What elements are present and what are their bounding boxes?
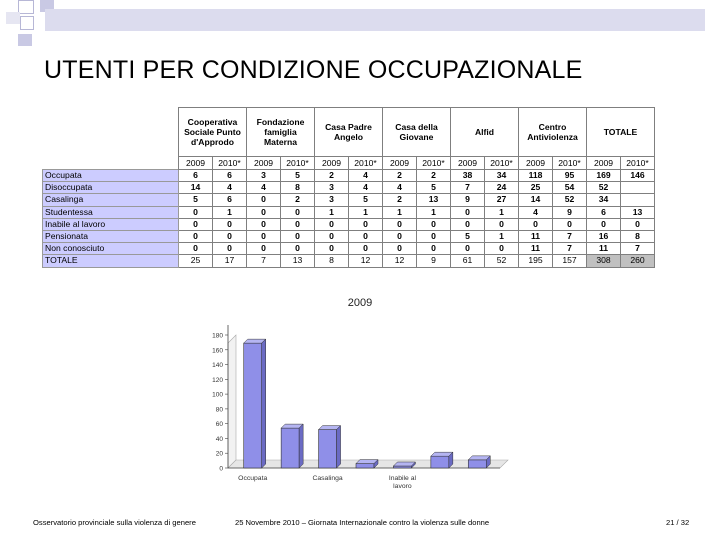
table-cell: 1 — [349, 206, 383, 218]
x-tick-label: Inabile al — [388, 475, 417, 482]
table-cell: 13 — [417, 194, 451, 206]
table-cell: 0 — [451, 243, 485, 255]
year-header: 2009 — [451, 157, 485, 170]
table-cell: 12 — [349, 255, 383, 267]
table-row — [43, 182, 655, 194]
x-tick-label: Casalinga — [312, 475, 343, 482]
table-cell: 1 — [485, 230, 519, 242]
footer-center: 25 Novembre 2010 – Giornata Internazionale contro la violenza sulle donne — [235, 518, 490, 527]
table-cell: 0 — [485, 243, 519, 255]
table-cell: 0 — [315, 218, 349, 230]
table-cell: 308 — [587, 255, 621, 267]
table-cell: 1 — [213, 206, 247, 218]
bar — [468, 460, 486, 468]
table-cell: 5 — [417, 182, 451, 194]
table-cell: 38 — [451, 170, 485, 182]
page-title: UTENTI PER CONDIZIONE OCCUPAZIONALE — [44, 56, 583, 84]
table-cell: 0 — [179, 218, 213, 230]
table-cell: 0 — [417, 243, 451, 255]
column-header: Alfid — [451, 108, 519, 157]
table-cell: 25 — [179, 255, 213, 267]
page-number: 21 / 32 — [666, 518, 690, 527]
y-tick-label: 120 — [212, 376, 223, 384]
year-header: 2009 — [179, 157, 213, 170]
table-cell: 2 — [315, 170, 349, 182]
table-cell: 0 — [417, 218, 451, 230]
table-cell: 3 — [247, 170, 281, 182]
year-header: 2009 — [315, 157, 349, 170]
table-cell: 8 — [315, 255, 349, 267]
table-cell: 0 — [213, 218, 247, 230]
table-cell: 11 — [519, 243, 553, 255]
year-header: 2010* — [281, 157, 315, 170]
table-cell: 6 — [179, 170, 213, 182]
table-years-row — [43, 157, 655, 170]
table-cell: 2 — [417, 170, 451, 182]
table-body — [43, 170, 655, 268]
row-label: Casalinga — [43, 194, 179, 206]
table-row — [43, 194, 655, 206]
table-cell: 118 — [519, 170, 553, 182]
table-cell: 34 — [587, 194, 621, 206]
table-cell: 0 — [349, 218, 383, 230]
bar — [431, 456, 449, 468]
table-cell: 0 — [553, 218, 587, 230]
table-cell: 25 — [519, 182, 553, 194]
x-tick-label: lavoro — [393, 483, 412, 490]
table-header-row — [43, 108, 655, 157]
table-cell: 146 — [621, 170, 655, 182]
chart-side-wall — [228, 335, 236, 468]
table-cell: 0 — [247, 194, 281, 206]
table-cell: 3 — [315, 182, 349, 194]
table-cell: 4 — [383, 182, 417, 194]
bar — [393, 466, 411, 468]
table-cell: 52 — [553, 194, 587, 206]
table-cell: 7 — [621, 243, 655, 255]
year-header: 2009 — [519, 157, 553, 170]
table-cell: 16 — [587, 230, 621, 242]
table-cell: 0 — [587, 218, 621, 230]
table-cell: 6 — [213, 170, 247, 182]
table-cell: 0 — [281, 206, 315, 218]
bar — [281, 428, 299, 468]
table-cell: 0 — [349, 230, 383, 242]
column-header: Fondazione famiglia Materna — [247, 108, 315, 157]
chart-svg — [200, 290, 520, 495]
table-cell: 14 — [179, 182, 213, 194]
table-row — [43, 255, 655, 267]
table-cell: 2 — [383, 170, 417, 182]
table-cell: 7 — [247, 255, 281, 267]
table-cell: 0 — [383, 218, 417, 230]
table-row — [43, 230, 655, 242]
table-cell: 13 — [621, 206, 655, 218]
table-cell: 4 — [247, 182, 281, 194]
table-cell: 1 — [485, 206, 519, 218]
table-cell: 0 — [519, 218, 553, 230]
year-header: 2009 — [247, 157, 281, 170]
table-cell: 2 — [281, 194, 315, 206]
y-tick-label: 160 — [212, 347, 223, 355]
table-cell: 52 — [485, 255, 519, 267]
table-cell — [621, 182, 655, 194]
table-cell — [621, 194, 655, 206]
y-tick-label: 140 — [212, 362, 223, 370]
data-table — [42, 107, 655, 268]
table-cell: 0 — [315, 243, 349, 255]
bar — [356, 464, 374, 468]
table-cell: 6 — [587, 206, 621, 218]
table-cell: 6 — [213, 194, 247, 206]
table-cell: 0 — [281, 230, 315, 242]
row-label: Disoccupata — [43, 182, 179, 194]
table-cell: 4 — [349, 182, 383, 194]
row-label: Studentessa — [43, 206, 179, 218]
table-cell: 195 — [519, 255, 553, 267]
column-header: Casa Padre Angelo — [315, 108, 383, 157]
table-cell: 0 — [281, 243, 315, 255]
column-header: TOTALE — [587, 108, 655, 157]
table-cell: 0 — [383, 243, 417, 255]
bar-side — [299, 424, 303, 468]
year-header: 2010* — [213, 157, 247, 170]
table-cell: 0 — [621, 218, 655, 230]
table-cell: 13 — [281, 255, 315, 267]
row-label: Pensionata — [43, 230, 179, 242]
table-cell: 7 — [553, 230, 587, 242]
table-row — [43, 218, 655, 230]
table-cell: 12 — [383, 255, 417, 267]
table-cell: 0 — [179, 206, 213, 218]
year-header: 2009 — [383, 157, 417, 170]
table-cell: 0 — [417, 230, 451, 242]
table-cell: 4 — [349, 170, 383, 182]
table-cell: 5 — [179, 194, 213, 206]
table-cell: 9 — [417, 255, 451, 267]
table-cell: 4 — [519, 206, 553, 218]
table-cell: 0 — [247, 243, 281, 255]
table-cell: 8 — [281, 182, 315, 194]
y-tick-label: 80 — [215, 406, 223, 414]
table-cell: 9 — [451, 194, 485, 206]
table-cell: 0 — [383, 230, 417, 242]
year-header: 2010* — [417, 157, 451, 170]
column-header: Centro Antiviolenza — [519, 108, 587, 157]
table-cell: 11 — [519, 230, 553, 242]
table-row — [43, 170, 655, 182]
bar-side — [337, 426, 341, 468]
y-tick-label: 20 — [215, 450, 223, 458]
table-cell: 0 — [213, 230, 247, 242]
table-cell: 5 — [451, 230, 485, 242]
year-header: 2009 — [587, 157, 621, 170]
y-tick-label: 40 — [215, 435, 223, 443]
y-tick-label: 60 — [215, 421, 223, 429]
chart-title: 2009 — [347, 297, 373, 309]
table-cell: 34 — [485, 170, 519, 182]
table-cell: 0 — [213, 243, 247, 255]
table-cell: 3 — [315, 194, 349, 206]
table-cell: 7 — [553, 243, 587, 255]
table-cell: 0 — [247, 218, 281, 230]
table-cell: 0 — [281, 218, 315, 230]
table-cell: 4 — [213, 182, 247, 194]
table-cell: 61 — [451, 255, 485, 267]
year-header: 2010* — [621, 157, 655, 170]
header-band — [45, 9, 705, 31]
column-header: Cooperativa Sociale Punto d'Approdo — [179, 108, 247, 157]
y-tick-label: 100 — [212, 391, 223, 399]
row-label: Non conosciuto — [43, 243, 179, 255]
table-cell: 5 — [349, 194, 383, 206]
table-cell: 0 — [179, 243, 213, 255]
bar — [319, 430, 337, 468]
table-cell: 0 — [179, 230, 213, 242]
bar — [244, 343, 262, 468]
table-cell: 0 — [247, 230, 281, 242]
y-tick-label: 0 — [219, 465, 223, 473]
table-cell: 1 — [417, 206, 451, 218]
table-cell: 9 — [553, 206, 587, 218]
table-cell: 27 — [485, 194, 519, 206]
table-cell: 54 — [553, 182, 587, 194]
table-cell: 24 — [485, 182, 519, 194]
table-cell: 0 — [451, 218, 485, 230]
table-cell: 157 — [553, 255, 587, 267]
table-cell: 0 — [315, 230, 349, 242]
table-cell: 1 — [383, 206, 417, 218]
table-row — [43, 243, 655, 255]
year-header: 2010* — [553, 157, 587, 170]
x-tick-label: Occupata — [238, 475, 268, 482]
y-tick-label: 180 — [212, 332, 223, 340]
table-cell: 0 — [247, 206, 281, 218]
table-cell: 260 — [621, 255, 655, 267]
footer-left: Osservatorio provinciale sulla violenza di genere — [33, 518, 196, 527]
row-label: Occupata — [43, 170, 179, 182]
table-cell: 2 — [383, 194, 417, 206]
bar-chart — [200, 290, 520, 495]
table-cell: 52 — [587, 182, 621, 194]
year-header: 2010* — [485, 157, 519, 170]
table-cell: 7 — [451, 182, 485, 194]
table-cell: 95 — [553, 170, 587, 182]
table-cell: 0 — [349, 243, 383, 255]
row-label: TOTALE — [43, 255, 179, 267]
table-cell: 11 — [587, 243, 621, 255]
table-row — [43, 206, 655, 218]
bar-side — [262, 339, 266, 468]
table-cell: 169 — [587, 170, 621, 182]
table-cell: 0 — [451, 206, 485, 218]
table-cell: 0 — [485, 218, 519, 230]
column-header: Casa della Giovane — [383, 108, 451, 157]
table-cell: 14 — [519, 194, 553, 206]
table-cell: 5 — [281, 170, 315, 182]
table-cell: 17 — [213, 255, 247, 267]
table-cell: 1 — [315, 206, 349, 218]
year-header: 2010* — [349, 157, 383, 170]
row-label: Inabile al lavoro — [43, 218, 179, 230]
table-cell: 8 — [621, 230, 655, 242]
